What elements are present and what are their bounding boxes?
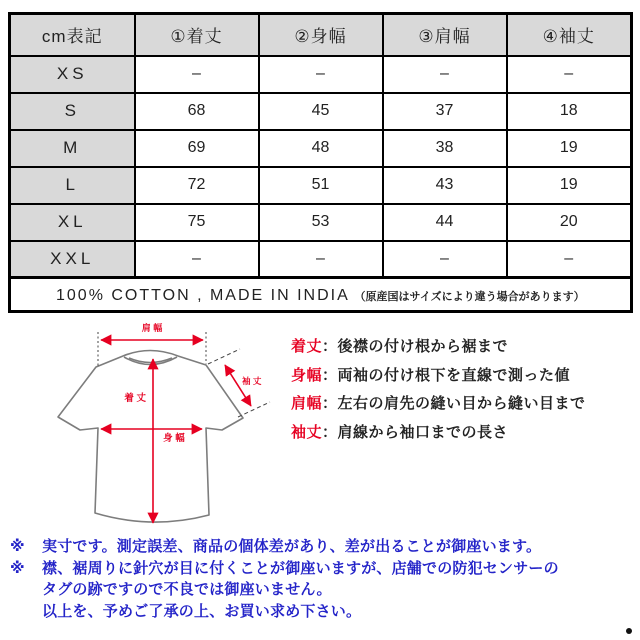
size-value-cell: 51 [259, 167, 383, 204]
size-value-cell: – [135, 241, 259, 278]
size-value-cell: 38 [383, 130, 507, 167]
tshirt-outline [58, 351, 243, 523]
table-row-m [10, 130, 632, 167]
size-value-cell: 45 [259, 93, 383, 130]
definition-shoulder [291, 396, 621, 412]
size-value-cell: – [259, 56, 383, 93]
column-header-length: ①着丈 [135, 14, 259, 56]
size-value-cell: 69 [135, 130, 259, 167]
definition-length [291, 339, 621, 355]
size-value-cell: 72 [135, 167, 259, 204]
material-text: 100% COTTON , MADE IN INDIA [56, 286, 350, 304]
column-header-sleeve: ④袖丈 [507, 14, 632, 56]
size-value-cell: 44 [383, 204, 507, 241]
note-text: 以上を、予めご了承の上、お買い求め下さい。 [42, 602, 362, 620]
size-value-cell: 19 [507, 167, 632, 204]
size-label-cell: L [10, 167, 135, 204]
table-header-row [10, 14, 632, 56]
disclaimer-notes [10, 536, 635, 622]
size-label-cell: XS [10, 56, 135, 93]
origin-note-text: （原産国はサイズにより違う場合があります） [354, 290, 585, 303]
measurement-definitions [291, 339, 621, 453]
size-value-cell: 18 [507, 93, 632, 130]
size-label-cell: S [10, 93, 135, 130]
column-header-unit: cm表記 [10, 14, 135, 56]
definition-text: 後襟の付け根から裾まで [337, 338, 509, 355]
table-row-xl [10, 204, 632, 241]
size-spec-table [8, 12, 633, 313]
table-row-s [10, 93, 632, 130]
definition-term: 袖丈 [291, 423, 323, 441]
definition-text: 肩線から袖口までの長さ [337, 423, 509, 441]
table-row-xs [10, 56, 632, 93]
size-value-cell: – [507, 56, 632, 93]
definition-colon: ： [322, 338, 338, 355]
size-value-cell: 19 [507, 130, 632, 167]
material-cell [10, 278, 632, 312]
note-needle-holes [10, 558, 635, 601]
tshirt-measurement-diagram [30, 318, 280, 536]
size-value-cell: 75 [135, 204, 259, 241]
definition-text: 両袖の付け根下を直線で測った値 [337, 366, 571, 384]
column-header-width: ②身幅 [259, 14, 383, 56]
definition-term: 身幅 [291, 366, 323, 384]
note-text: 実寸です。測定誤差、商品の個体差があり、差が出ることが御座います。 [42, 538, 542, 555]
note-marker: ※ [10, 559, 25, 577]
column-header-shoulder: ③肩幅 [383, 14, 507, 56]
size-value-cell: 48 [259, 130, 383, 167]
definition-colon: ： [322, 423, 338, 441]
size-value-cell: 20 [507, 204, 632, 241]
definition-text: 左右の肩先の縫い目から縫い目まで [337, 395, 586, 412]
size-value-cell: – [259, 241, 383, 278]
definition-sleeve [291, 425, 621, 441]
size-value-cell: – [135, 56, 259, 93]
sleeve-length-label: 袖 丈 [242, 376, 262, 386]
table-row-l [10, 167, 632, 204]
size-value-cell: – [383, 241, 507, 278]
chest-width-label: 身 幅 [163, 433, 185, 444]
definition-term: 肩幅 [291, 395, 323, 412]
table-row-xxl [10, 241, 632, 278]
body-length-label: 着 丈 [124, 393, 146, 404]
size-value-cell: 68 [135, 93, 259, 130]
size-value-cell: – [383, 56, 507, 93]
size-value-cell: 43 [383, 167, 507, 204]
stray-dot [626, 628, 632, 634]
size-label-cell: XXL [10, 241, 135, 278]
definition-term: 着丈 [291, 338, 323, 355]
definition-colon: ： [322, 395, 338, 412]
definition-colon: ： [322, 366, 338, 384]
size-value-cell: – [507, 241, 632, 278]
note-closing [10, 601, 635, 623]
note-marker [10, 601, 42, 623]
definition-width [291, 368, 621, 384]
note-marker: ※ [10, 538, 25, 555]
note-measurement [10, 536, 635, 558]
size-value-cell: 37 [383, 93, 507, 130]
size-value-cell: 53 [259, 204, 383, 241]
note-text: 襟、裾周りに針穴が目に付くことが御座いますが、店舗での防犯センサーのタグの跡ですので不良では御座いません。 [42, 559, 559, 598]
shoulder-width-label: 肩 幅 [141, 323, 163, 333]
size-label-cell: M [10, 130, 135, 167]
table-footer-row [10, 278, 632, 312]
size-label-cell: XL [10, 204, 135, 241]
